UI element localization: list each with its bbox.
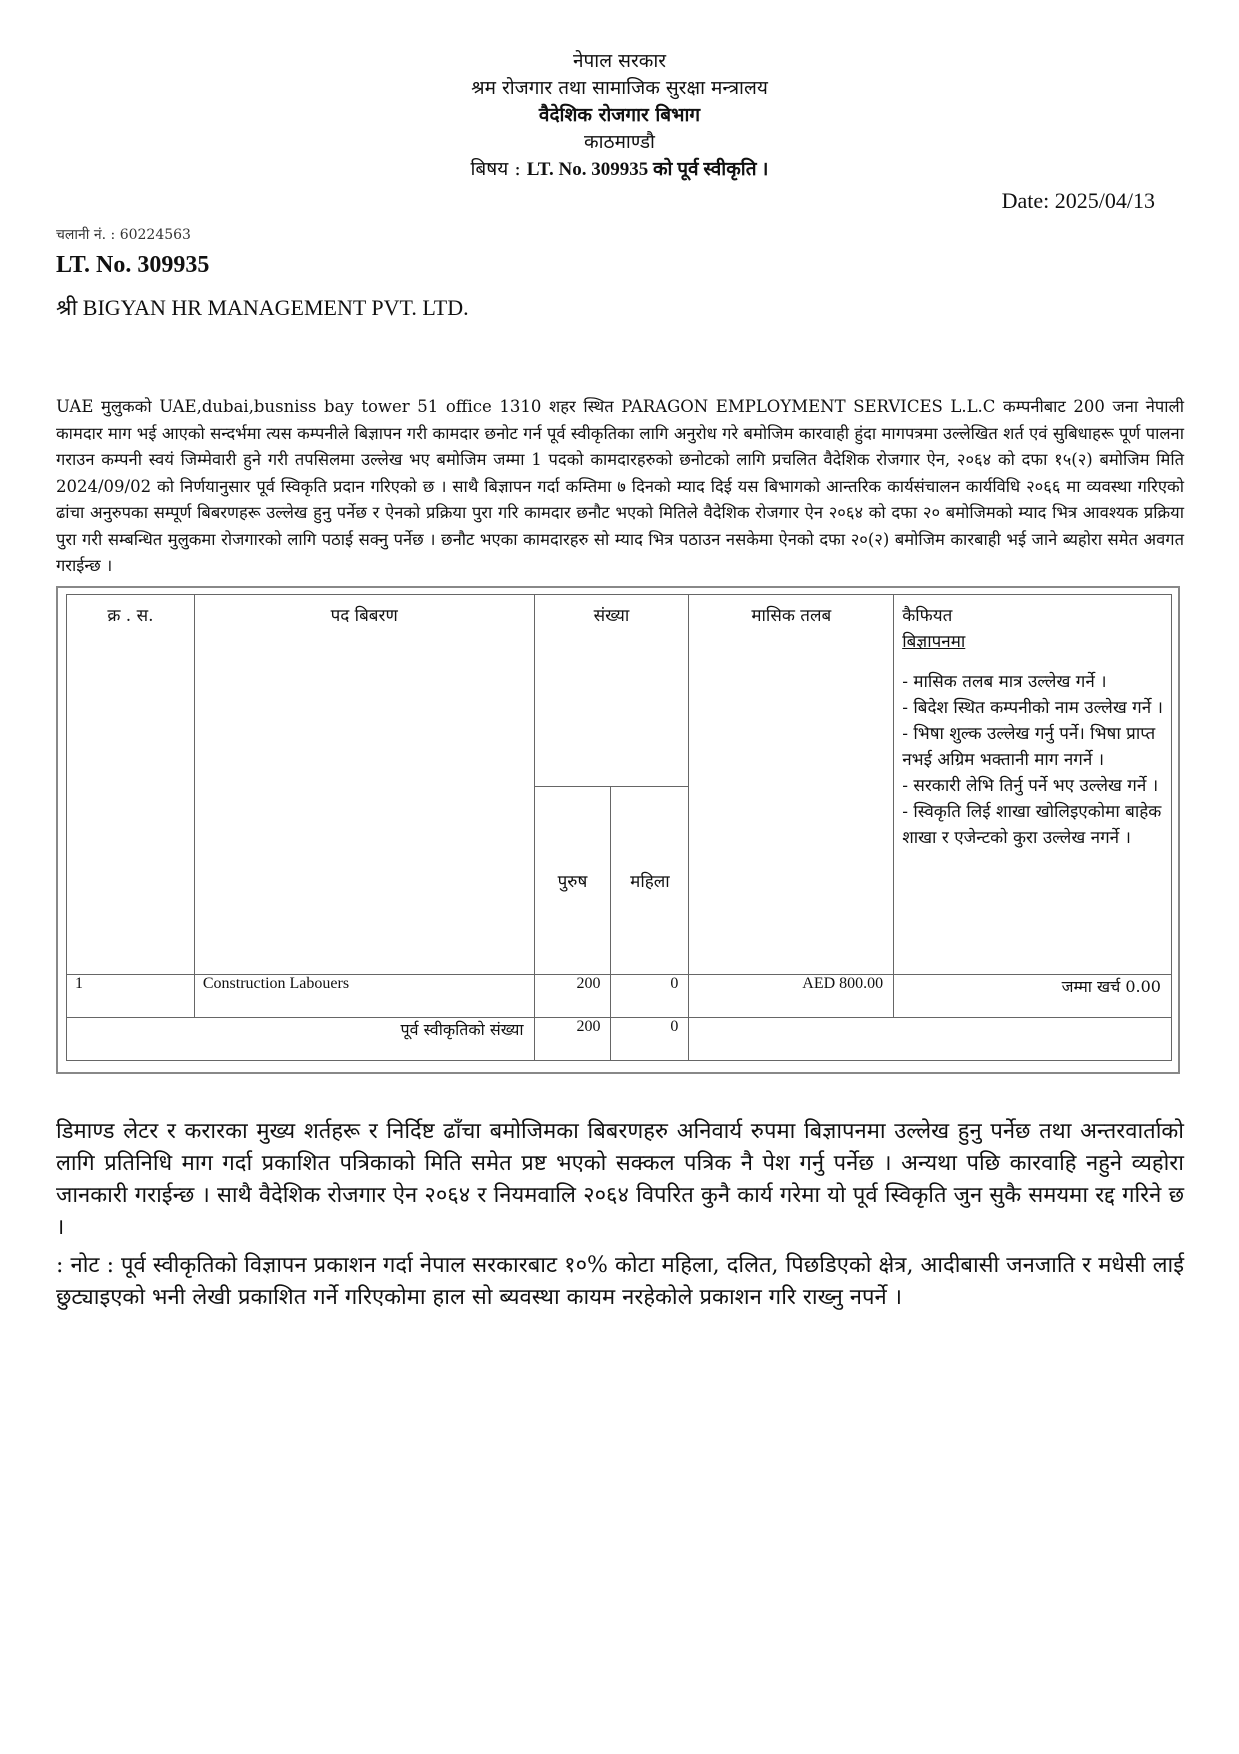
total-label: पूर्व स्वीकृतिको संख्या — [67, 1018, 535, 1061]
total-empty — [689, 1018, 1172, 1061]
table-total-row — [67, 1018, 1172, 1061]
table-header-row — [67, 595, 1172, 787]
body-paragraph: UAE मुलुकको UAE,dubai,busniss bay tower 51 office 1310 शहर स्थित PARAGON EMPLOYMENT SERVICES L.L.C कम्पनीबाट 200 जना नेपाली कामदार माग भई आएको सन्दर्भमा त्यस कम्पनीले बिज्ञापन गरी कामदार छनोट गर्न पूर्व स्वीकृतिका लागि अनुरोध गरे बमोजिम कारवाही हुंदा मागपत्रमा उल्लेखित शर्त एवं सुबिधाहरू पूर्ण पालना गराउन कम्पनी स्वयं जिम्मेवारी हुने गरी तपसिलमा उल्लेख भए बमोजिम जम्मा 1 पदको कामदारहरुको छनोटको लागि प्रचलित वैदेशिक रोजगार ऐन, २०६४ को दफा १५(२) बमोजिम मिति 2024/09/02 को निर्णयानुसार पूर्व स्विकृति प्रदान गरिएको छ । साथै बिज्ञापन गर्दा कम्तिमा ७ दिनको म्याद दिई यस बिभागको आन्तरिक कार्यसंचालन कार्यविधि २०६६ मा व्यवस्था गरिएको ढांचा अनुरुपका सम्पूर्ण बिबरणहरू उल्लेख हुनु पर्नेछ र ऐनको प्रक्रिया पुरा गरि कामदार छनौट भएको मितिले वैदेशिक रोजगार ऐन २०६४ को दफा २० बमोजिमको म्याद भित्र आवश्यक प्रक्रिया पुरा गरी सम्बन्धित मुलुकमा रोजगारको लागि पठाई सक्नु पर्नेछ । छनौट भएका कामदारहरु सो म्याद भित्र पठाउन नसकेमा ऐनको दफा २०(२) बमोजिम कारबाही भई जाने ब्यहोरा समेत अवगत गराईन्छ । — [56, 397, 1184, 575]
recipient: श्री BIGYAN HR MANAGEMENT PVT. LTD. — [56, 295, 469, 320]
remarks-title: कैफियत — [902, 606, 953, 626]
dispatch-number: चलानी नं. : 60224563 — [56, 227, 191, 243]
header-female: महिला — [611, 787, 689, 975]
remarks-item: - भिषा शुल्क उल्लेख गर्नु पर्ने। भिषा प्राप्त नभई अग्रिम भक्तानी माग नगर्ने । — [902, 724, 1156, 770]
header-location: काठमाण्डौ — [584, 131, 655, 153]
row-sn: 1 — [67, 975, 195, 1018]
header-government: नेपाल सरकार — [572, 50, 667, 72]
remarks-item: - मासिक तलब मात्र उल्लेख गर्ने । — [902, 672, 1107, 692]
header-male: पुरुष — [534, 787, 611, 975]
lt-number: LT. No. 309935 — [56, 252, 210, 278]
remarks-item: - स्विकृति लिई शाखा खोलिइएकोमा बाहेक शाखा र एजेन्टको कुरा उल्लेख नगर्ने । — [902, 802, 1162, 848]
total-male: 200 — [534, 1018, 611, 1061]
header-sn: क्र . स. — [67, 595, 195, 975]
header-post: पद बिबरण — [194, 595, 534, 975]
row-remark: जम्मा खर्च 0.00 — [894, 975, 1172, 1018]
letter-header — [0, 48, 1239, 183]
subject-text: LT. No. 309935 को पूर्व स्वीकृति । — [526, 159, 769, 180]
row-salary: AED 800.00 — [689, 975, 894, 1018]
approval-table — [66, 594, 1172, 1061]
row-female: 0 — [611, 975, 689, 1018]
header-ministry: श्रम रोजगार तथा सामाजिक सुरक्षा मन्त्रालय — [471, 77, 768, 99]
header-count: संख्या — [534, 595, 689, 787]
approval-table-frame — [56, 586, 1180, 1074]
footer-note: : नोट : पूर्व स्वीकृतिको विज्ञापन प्रकाशन गर्दा नेपाल सरकारबाट १०% कोटा महिला, दलित, पिछडिएको क्षेत्र, आदीबासी जनजाति र मधेसी लाई छुट्याइएको भनी लेखी प्रकाशित गर्ने गरिएकोमा हाल सो ब्यवस्था कायम नरहेकोले प्रकाशन गरि राख्नु नपर्ने । — [56, 1253, 1184, 1310]
subject-prefix: बिषय : — [470, 158, 527, 180]
row-male: 200 — [534, 975, 611, 1018]
remarks-item: - सरकारी लेभि तिर्नु पर्ने भए उल्लेख गर्ने । — [902, 776, 1159, 796]
remarks-item: - बिदेश स्थित कम्पनीको नाम उल्लेख गर्ने । — [902, 698, 1163, 718]
header-subject — [0, 156, 1239, 183]
header-salary: मासिक तलब — [689, 595, 894, 975]
header-department: वैदेशिक रोजगार बिभाग — [538, 104, 701, 126]
row-post: Construction Labouers — [194, 975, 534, 1018]
remarks-subtitle: बिज्ञापनमा — [902, 632, 966, 652]
letter-date: Date: 2025/04/13 — [1001, 188, 1155, 213]
header-remarks — [894, 595, 1172, 975]
table-row — [67, 975, 1172, 1018]
footer-paragraph: डिमाण्ड लेटर र करारका मुख्य शर्तहरू र निर्दिष्ट ढाँचा बमोजिमका बिबरणहरु अनिवार्य रुपमा बिज्ञापनमा उल्लेख हुनु पर्नेछ तथा अन्तरवार्ताको लागि प्रतिनिधि माग गर्दा प्रकाशित पत्रिकाको मिति समेत प्रष्ट भएको सक्कल पत्रिक नै पेश गर्नु पर्नेछ । अन्यथा पछि कारवाहि नहुने व्यहोरा जानकारी गराईन्छ । साथै वैदेशिक रोजगार ऐन २०६४ र नियमवालि २०६४ विपरित कुनै कार्य गरेमा यो पूर्व स्विकृति जुन सुकै समयमा रद्द गरिने छ । — [56, 1119, 1184, 1240]
total-female: 0 — [611, 1018, 689, 1061]
footer-notes — [56, 1116, 1184, 1320]
